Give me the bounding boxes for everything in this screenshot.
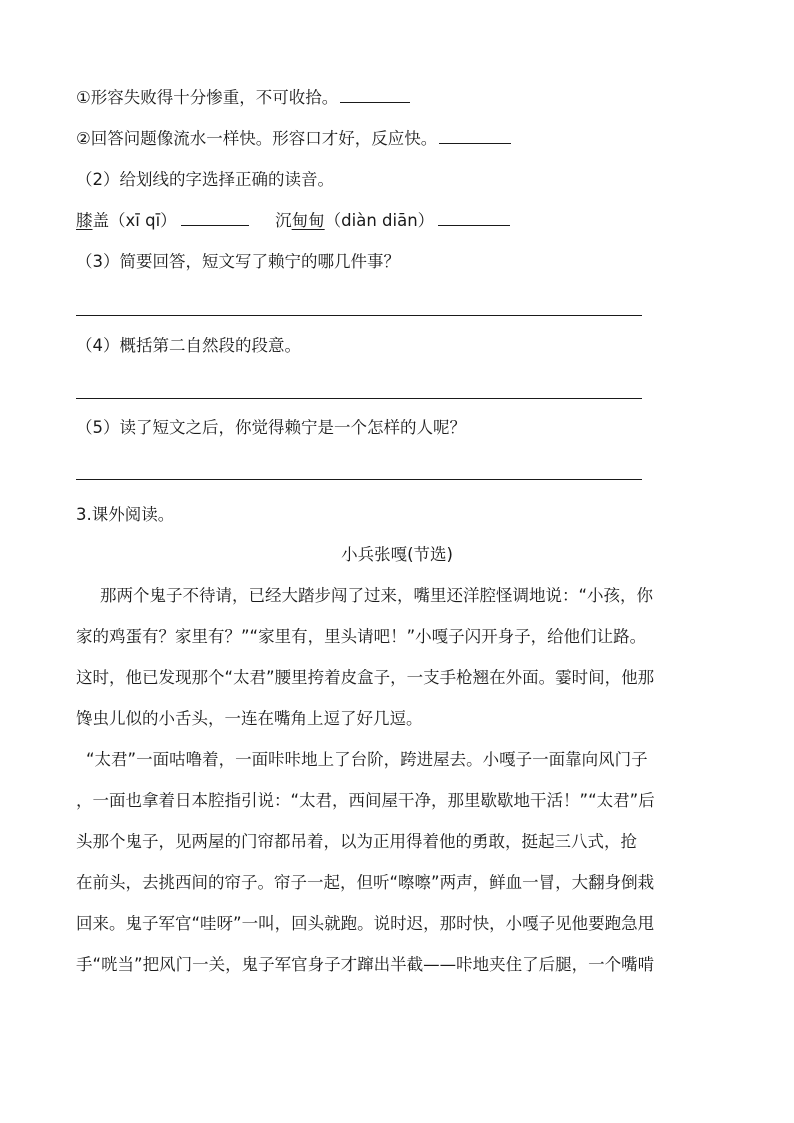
passage-line: “太君”一面咕噜着，一面咔咔地上了台阶，跨进屋去。小嘎子一面靠向风门子: [86, 750, 648, 769]
marked-char-1: 膝: [76, 211, 93, 230]
idiom-item-1-text: ①形容失败得十分惨重，不可收拾。: [76, 88, 339, 107]
passage-line: ，一面也拿着日本腔指引说：“太君，西间屋干净，那里歇歇地干活！”“太君”后: [76, 791, 655, 810]
passage-line: 这时，他已发现那个“太君”腰里挎着皮盒子，一支手枪翘在外面。霎时间，他那: [76, 668, 655, 687]
passage-line: 在前头，去挑西间的帘子。帘子一起，但听“嚓嚓”两声，鲜血一冒，大翻身倒栽: [76, 873, 655, 892]
word1-rest: 盖: [92, 211, 109, 230]
subquestion-3-prompt: （3）简要回答，短文写了赖宁的哪几件事？: [76, 252, 400, 271]
word1-options: （xī qī）: [109, 211, 177, 230]
answer-line-3[interactable]: [76, 315, 642, 316]
subquestion-4-prompt: （4）概括第二自然段的段意。: [76, 336, 301, 355]
subquestion-5-prompt: （5）读了短文之后，你觉得赖宁是一个怎样的人呢？: [76, 418, 466, 437]
passage-line: 家的鸡蛋有？家里有？”“家里有，里头请吧！”小嘎子闪开身子，给他们让路。: [76, 627, 647, 646]
idiom-item-1: [76, 86, 756, 110]
passage-line: 头那个鬼子，见两屋的门帘都吊着，以为正用得着他的勇敢，挺起三八式，抢: [76, 832, 637, 851]
passage-line: 那两个鬼子不待请，已经大踏步闯了过来，嘴里还洋腔怪调地说：“小孩，你: [100, 586, 654, 605]
marked-char-2: 甸甸: [291, 211, 325, 230]
idiom-item-2: [76, 127, 756, 151]
pinyin-blank-2[interactable]: [438, 210, 510, 226]
answer-blank-2[interactable]: [439, 128, 511, 144]
idiom-item-2-text: ②回答问题像流水一样快。形容口才好，反应快。: [76, 129, 438, 148]
pinyin-choice-row: [76, 209, 756, 233]
passage-title: 小兵张嘎(节选): [341, 545, 453, 564]
passage-line: 手“咣当”把风门一关，鬼子军官身子才蹿出半截——咔地夹住了后腿，一个嘴啃: [76, 955, 655, 974]
pinyin-blank-1[interactable]: [181, 210, 249, 226]
passage-line: 回来。鬼子军官“哇呀”一叫，回头就跑。说时迟，那时快，小嘎子见他要跑急甩: [76, 914, 655, 933]
word2-options: （diàn diān）: [324, 211, 435, 230]
passage-line: 馋虫儿似的小舌头，一连在嘴角上逗了好几逗。: [76, 709, 423, 728]
word2-pre: 沉: [275, 211, 292, 230]
answer-blank-1[interactable]: [340, 87, 410, 103]
subquestion-2-prompt: （2）给划线的字选择正确的读音。: [76, 170, 334, 189]
answer-line-4[interactable]: [76, 398, 642, 399]
answer-line-5[interactable]: [76, 479, 642, 480]
section-3-heading: 3.课外阅读。: [76, 505, 175, 524]
